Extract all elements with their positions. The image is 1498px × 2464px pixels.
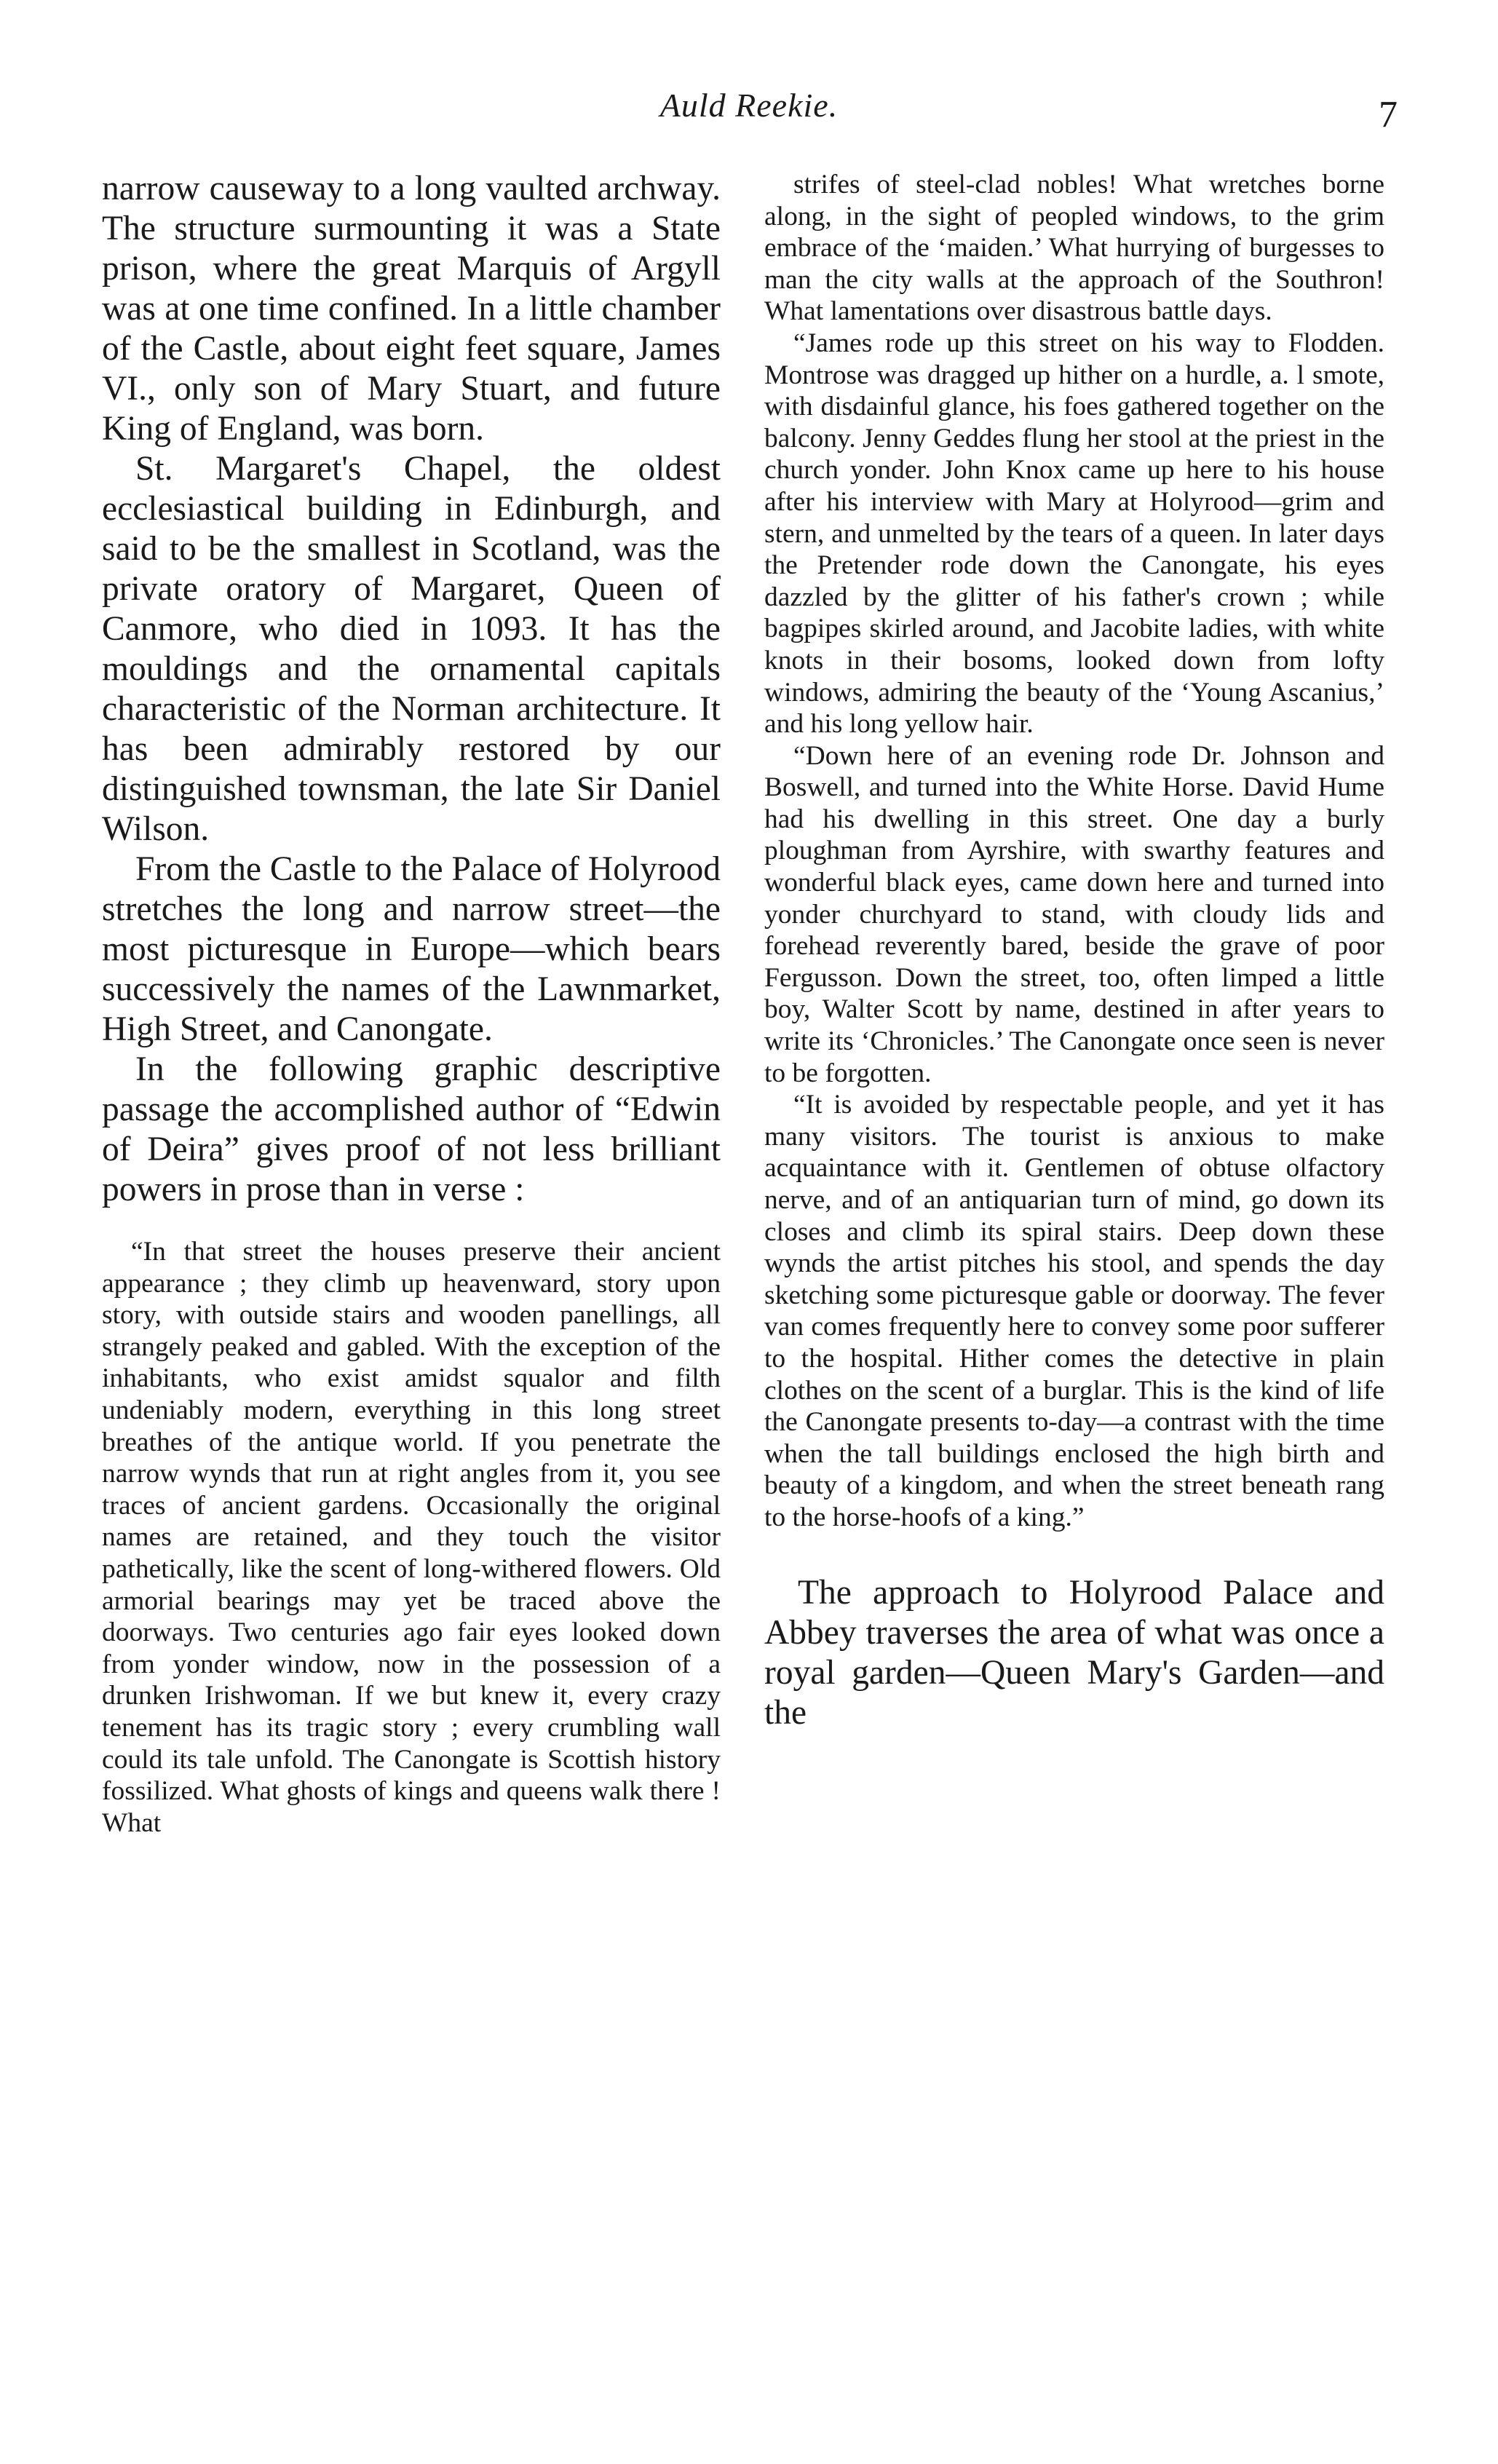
body-paragraph: From the Castle to the Palace of Holyrood stretches the long and narrow street—the most picturesque in Europe—which bears successively the names of the Lawnmarket, High Street, and Canongate.: [102, 850, 721, 1048]
left-column: [102, 169, 721, 1839]
right-column: [764, 169, 1384, 1733]
body-paragraph: narrow causeway to a long vaulted archway. The structure surmounting it was a State prison, where the great Marquis of Argyll was at one time confined. In a little chamber of the Castle, about eight feet square, James VI., only son of Mary Stuart, and future King of England, was born.: [102, 170, 721, 448]
body-paragraph: St. Margaret's Chapel, the oldest ecclesiastical building in Edinburgh, and said to be the smallest in Scotland, was the private oratory of Margaret, Queen of Canmore, who died in 1093. It has the mouldings and the ornamental capitals characteristic of the Norman architecture. It has been admirably restored by our distinguished townsman, the late Sir Daniel Wilson.: [102, 450, 721, 848]
quoted-passage: “James rode up this street on his way to Flodden. Montrose was dragged up hither on a hurdle, a. l smote, with disdainful glance, his foes gathered together on the balcony. Jenny Geddes flung her stool at the priest in the church yonder. John Knox came up here to his house after his interview with Mary at Holyrood—grim and stern, and unmelted by the tears of a queen. In later days the Pretender rode down the Canongate, his eyes dazzled by the glitter of his father's crown ; while bagpipes skirled around, and Jacobite ladies, with white knots in their bosoms, looked down from lofty windows, admiring the beauty of the ‘Young Ascanius,’ and his long yellow hair.: [764, 328, 1384, 740]
page-number: 7: [1379, 94, 1398, 135]
quoted-passage: “It is avoided by respectable people, and yet it has many visitors. The tourist is anxious to make acquaintance with it. Gentlemen of obtuse olfactory nerve, and of an antiquarian turn of mind, go down its closes and climb its spiral stairs. Deep down these wynds the artist pitches his stool, and spends the day sketching some picturesque gable or doorway. The fever van comes frequently here to convey some poor sufferer to the hospital. Hither comes the detective in plain clothes on the scent of a burglar. This is the kind of life the Canongate presents to-day—a contrast with the time when the tall buildings enclosed the high birth and beauty of a kingdom, and when the street beneath rang to the horse-hoofs of a king.”: [764, 1090, 1384, 1532]
body-paragraph: The approach to Holyrood Palace and Abbey traverses the area of what was once a royal garden—Queen Mary's Garden—and the: [764, 1573, 1384, 1732]
body-paragraph: In the following graphic descriptive passage the accomplished author of “Edwin of Deira” gives proof of not less brilliant powers in prose than in verse :: [102, 1050, 721, 1208]
quoted-passage: “Down here of an evening rode Dr. Johnson and Boswell, and turned into the White Horse. David Hume had his dwelling in this street. One day a burly ploughman from Ayrshire, with swarthy features and wonderful black eyes, came down here and turned into yonder churchyard to stand, with cloudy lids and forehead reverently bared, beside the grave of poor Fergusson. Down the street, too, often limped a little boy, Walter Scott by name, destined in after years to write its ‘Chronicles.’ The Canongate once seen is never to be forgotten.: [764, 740, 1384, 1088]
running-title: Auld Reekie.: [659, 87, 839, 124]
quoted-passage: strifes of steel-clad nobles! What wretches borne along, in the sight of peopled windows, to the grim embrace of the ‘maiden.’ What hurrying of burgesses to man the city walls at the approach of the Southron! What lamentations over disastrous battle days.: [764, 170, 1384, 327]
quoted-passage: “In that street the houses preserve their ancient appearance ; they climb up heavenward, story upon story, with outside stairs and wooden panellings, all strangely peaked and gabled. With the exception of the inhabitants, who exist amidst squalor and filth undeniably modern, everything in this long street breathes of the antique world. If you penetrate the narrow wynds that run at right angles from it, you see traces of ancient gardens. Occasionally the original names are retained, and they touch the visitor pathetically, like the scent of long-withered flowers. Old armorial bearings may yet be traced above the doorways. Two centuries ago fair eyes looked down from yonder window, now in the possession of a drunken Irishwoman. If we but knew it, every crazy tenement has its tragic story ; every crumbling wall could its tale unfold. The Canongate is Scottish history fossilized. What ghosts of kings and queens walk there ! What: [102, 1237, 721, 1838]
